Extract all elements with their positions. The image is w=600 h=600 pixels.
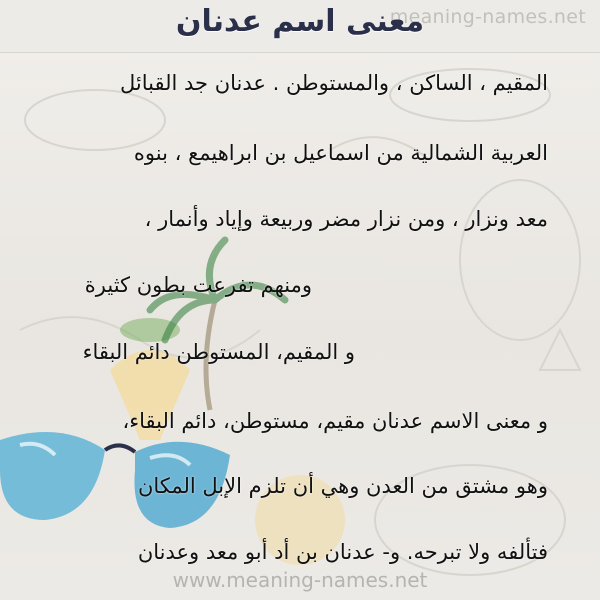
text-line-6: و معنى الاسم عدنان مقيم، مستوطن، دائم البقاء، — [122, 409, 548, 433]
text-line-7: وهو مشتق من العدن وهي أن تلزم الإبل المكان — [137, 474, 548, 498]
text-line-2: العربية الشمالية من اسماعيل بن ابراهيمع ، بنوه — [133, 141, 548, 165]
text-line-5: و المقيم، المستوطن دائم البقاء — [82, 340, 355, 364]
text-line-3: معد ونزار ، ومن نزار مضر وربيعة وإياد وأنمار ، — [144, 207, 548, 231]
watermark-top: meaning-names.net — [389, 6, 586, 28]
title-band — [0, 0, 600, 53]
watermark-bottom: www.meaning-names.net — [172, 568, 428, 592]
text-line-8: فتألفه ولا تبرحه. و- عدنان بن أد أبو معد وعدنان — [137, 540, 548, 564]
page-title: معنى اسم عدنان — [175, 4, 425, 39]
text-line-1: المقيم ، الساكن ، والمستوطن . عدنان جد القبائل — [120, 71, 548, 95]
text-line-4: ومنهم تفرعت بطون كثيرة — [84, 273, 312, 297]
